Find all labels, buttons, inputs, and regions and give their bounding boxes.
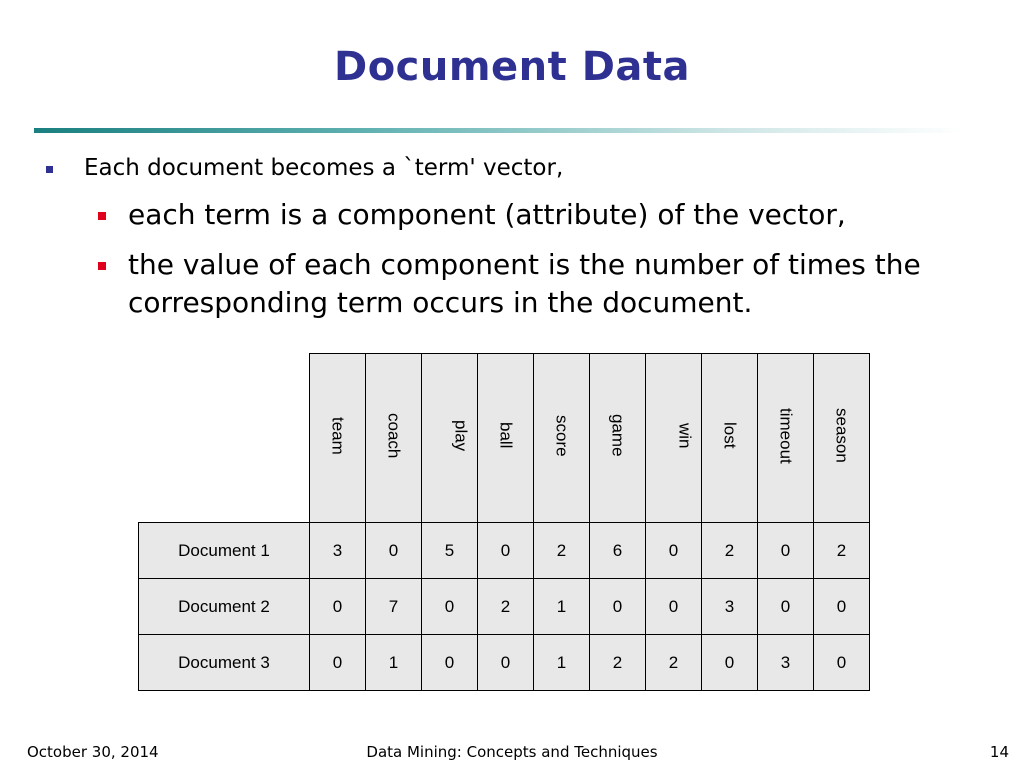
count-cell: 7: [366, 579, 422, 635]
sub-bullet-1-text: each term is a component (attribute) of the vector,: [128, 198, 846, 231]
count-cell: 2: [534, 523, 590, 579]
count-cell: 0: [422, 579, 478, 635]
count-cell: 0: [366, 523, 422, 579]
footer-date: October 30, 2014: [27, 743, 159, 761]
term-header: coach: [366, 354, 422, 523]
footer-title: Data Mining: Concepts and Techniques: [366, 743, 658, 761]
count-cell: 0: [646, 523, 702, 579]
count-cell: 0: [758, 579, 814, 635]
count-cell: 0: [758, 523, 814, 579]
count-cell: 2: [590, 635, 646, 691]
row-label: Document 3: [139, 635, 310, 691]
term-header: team: [310, 354, 366, 523]
term-header: game: [590, 354, 646, 523]
corner-cell: [139, 354, 310, 523]
term-header: lost: [702, 354, 758, 523]
count-cell: 0: [702, 635, 758, 691]
table-row: [139, 523, 870, 579]
table-row: [139, 635, 870, 691]
count-cell: 0: [478, 523, 534, 579]
sub-bullet-2-text: the value of each component is the number of times the corresponding term occurs in the document.: [128, 248, 921, 319]
count-cell: 2: [478, 579, 534, 635]
term-header: play: [422, 354, 478, 523]
table-row: [139, 579, 870, 635]
count-cell: 3: [702, 579, 758, 635]
bullet-main: [84, 152, 984, 184]
term-header: win: [646, 354, 702, 523]
count-cell: 0: [478, 635, 534, 691]
count-cell: 0: [814, 635, 870, 691]
count-cell: 2: [702, 523, 758, 579]
count-cell: 6: [590, 523, 646, 579]
bullet-square-icon: [98, 212, 106, 220]
term-header: timeout: [758, 354, 814, 523]
sub-bullet-1: [128, 196, 948, 234]
count-cell: 0: [646, 579, 702, 635]
bullet-square-icon: [46, 166, 53, 173]
term-header: ball: [478, 354, 534, 523]
page-number: 14: [989, 743, 1009, 761]
bullet-square-icon: [98, 262, 106, 270]
sub-bullet-2: [128, 246, 948, 322]
count-cell: 0: [590, 579, 646, 635]
count-cell: 5: [422, 523, 478, 579]
count-cell: 1: [534, 635, 590, 691]
count-cell: 2: [814, 523, 870, 579]
count-cell: 0: [310, 579, 366, 635]
document-term-matrix: [138, 353, 870, 691]
term-header-row: [139, 354, 870, 523]
count-cell: 2: [646, 635, 702, 691]
count-cell: 0: [310, 635, 366, 691]
count-cell: 0: [814, 579, 870, 635]
term-header: season: [814, 354, 870, 523]
count-cell: 3: [310, 523, 366, 579]
count-cell: 0: [422, 635, 478, 691]
title-divider: [34, 128, 964, 133]
term-header: score: [534, 354, 590, 523]
slide-title: Document Data: [333, 44, 690, 90]
row-label: Document 2: [139, 579, 310, 635]
row-label: Document 1: [139, 523, 310, 579]
count-cell: 1: [366, 635, 422, 691]
count-cell: 1: [534, 579, 590, 635]
count-cell: 3: [758, 635, 814, 691]
bullet-main-text: Each document becomes a `term' vector,: [84, 155, 564, 181]
